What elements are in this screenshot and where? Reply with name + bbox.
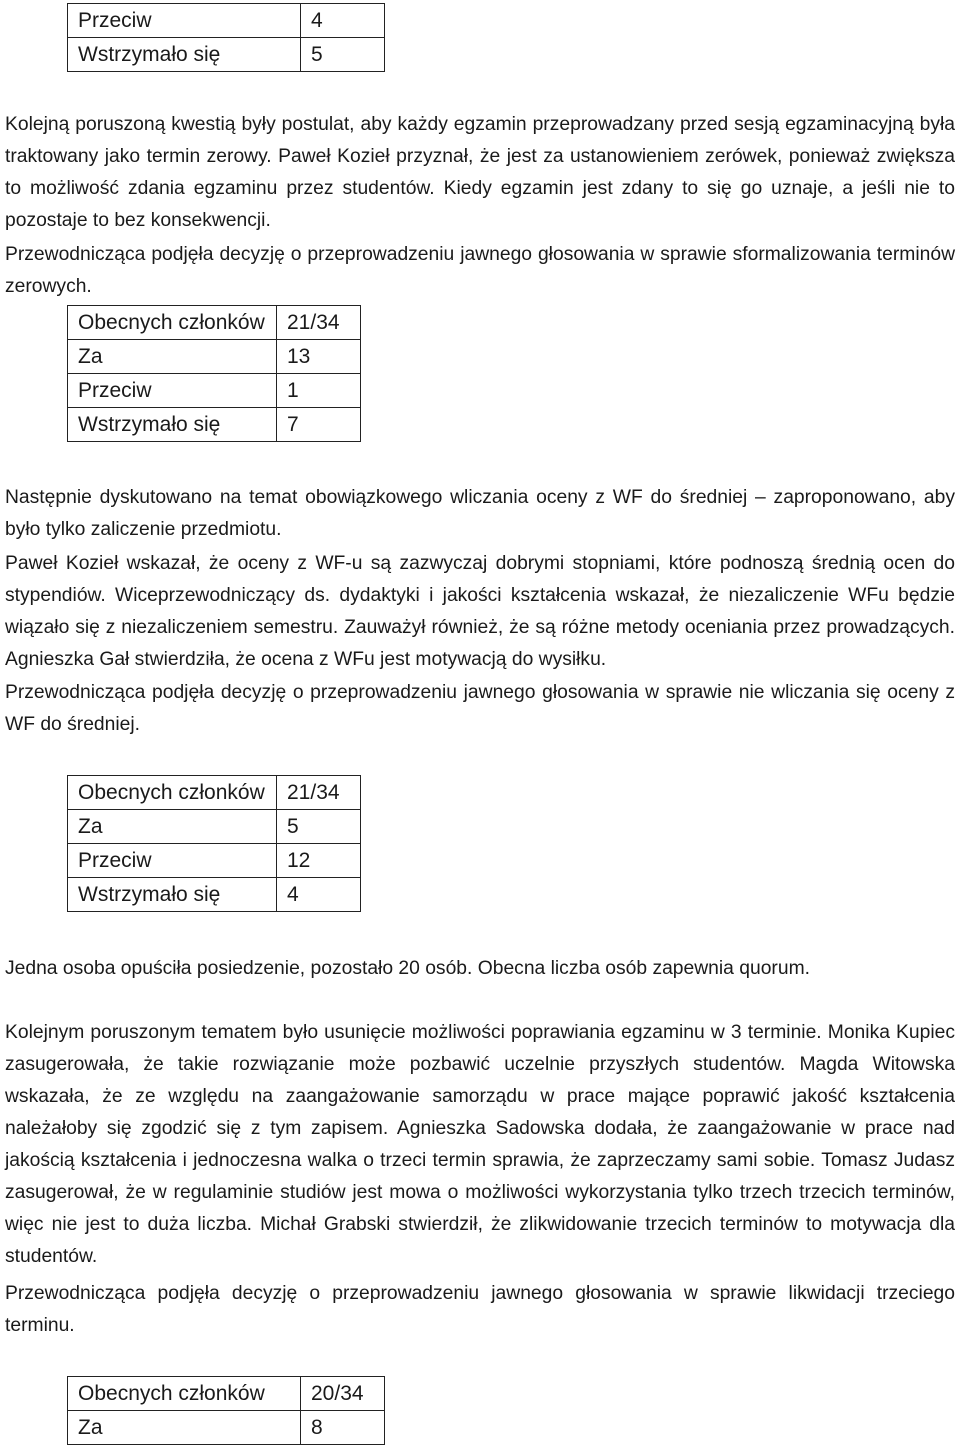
table-row: [68, 844, 361, 878]
paragraph-third-term-vote-decision: Przewodnicząca podjęła decyzję o przeprowadzeniu jawnego głosowania w sprawie likwidacji trzeciego terminu.: [5, 1283, 955, 1336]
table-row: [68, 374, 361, 408]
vote-value: 20/34: [301, 1377, 385, 1411]
vote-label: Przeciw: [68, 4, 301, 38]
table-row: [68, 776, 361, 810]
vote-value: 21/34: [277, 306, 361, 340]
paragraph-pe-grade-vote-decision: Przewodnicząca podjęła decyzję o przeprowadzeniu jawnego głosowania w sprawie nie wliczania się oceny z WF do średniej.: [5, 682, 955, 735]
vote-value: 5: [277, 810, 361, 844]
paragraph-zero-terms-vote-decision: Przewodnicząca podjęła decyzję o przeprowadzeniu jawnego głosowania w sprawie sformalizowania terminów zerowych.: [5, 244, 955, 297]
vote-value: 8: [301, 1411, 385, 1445]
vote-value: 13: [277, 340, 361, 374]
vote-value: 1: [277, 374, 361, 408]
table-row: [68, 340, 361, 374]
vote-table-d: [67, 1376, 385, 1445]
vote-table-b: [67, 305, 361, 442]
table-row: [68, 306, 361, 340]
table-row: [68, 810, 361, 844]
vote-label: Wstrzymało się: [68, 408, 277, 442]
table-row: [68, 1377, 385, 1411]
vote-table-a: [67, 3, 385, 72]
paragraph-pe-grade-discussion: Następnie dyskutowano na temat obowiązkowego wliczania oceny z WF do średniej – zaproponowano, aby było tylko zaliczenie przedmiotu.: [5, 487, 955, 540]
vote-value: 21/34: [277, 776, 361, 810]
table-row: [68, 4, 385, 38]
vote-value: 5: [301, 38, 385, 72]
paragraph-third-term-discussion: Kolejnym poruszonym tematem było usunięcie możliwości poprawiania egzaminu w 3 terminie. Monika Kupiec zasugerowała, że takie rozwiązanie może pozbawić uczelnie przyszłych studentów. Magda Witowska wskazała, że ze względu na zaangażowanie samorządu w prace mające poprawić jakość kształcenia należałoby się zgodzić się z tym zapisem. Agnieszka Sadowska dodała, że zaangażowanie w prace nad jakością kształcenia i jednoczesna walka o trzeci termin sprawia, że zaprzeczamy sami sobie. Tomasz Judasz zasugerował, że w regulaminie studiów jest mowa o możliwości wykorzystania tylko trzech trzecich terminów, więc nie jest to duża liczba. Michał Grabski stwierdził, że zlikwidowanie trzecich terminów to motywacja dla studentów.: [5, 1022, 955, 1267]
table-row: [68, 38, 385, 72]
paragraph-zero-terms-discussion: Kolejną poruszoną kwestią były postulat, aby każdy egzamin przeprowadzany przed sesją egzaminacyjną była traktowany jako termin zerowy. Paweł Kozieł przyznał, że jest za ustanowieniem zerówek, ponieważ zwiększa to możliwość zdania egzaminu przez studentów. Kiedy egzamin jest zdany to się go uznaje, a jeśli nie to pozostaje to bez konsekwencji.: [5, 114, 955, 231]
table-row: [68, 1411, 385, 1445]
vote-label: Obecnych członków: [68, 1377, 301, 1411]
table-row: [68, 408, 361, 442]
vote-label: Wstrzymało się: [68, 878, 277, 912]
table-row: [68, 878, 361, 912]
vote-label: Przeciw: [68, 374, 277, 408]
vote-value: 7: [277, 408, 361, 442]
vote-table-c: [67, 775, 361, 912]
vote-label: Wstrzymało się: [68, 38, 301, 72]
vote-label: Za: [68, 810, 277, 844]
vote-value: 4: [301, 4, 385, 38]
vote-label: Za: [68, 340, 277, 374]
vote-value: 4: [277, 878, 361, 912]
vote-label: Obecnych członków: [68, 306, 277, 340]
vote-label: Za: [68, 1411, 301, 1445]
vote-label: Obecnych członków: [68, 776, 277, 810]
paragraph-quorum-note: Jedna osoba opuściła posiedzenie, pozostało 20 osób. Obecna liczba osób zapewnia quorum.: [5, 958, 810, 979]
vote-label: Przeciw: [68, 844, 277, 878]
vote-value: 12: [277, 844, 361, 878]
paragraph-pe-grade-arguments: Paweł Kozieł wskazał, że oceny z WF-u są zazwyczaj dobrymi stopniami, które podnoszą średnią ocen do stypendiów. Wiceprzewodniczący ds. dydaktyki i jakości kształcenia wskazał, że niezaliczenie WFu będzie wiązało się z niezaliczeniem semestru. Zauważył również, że są różne metody oceniania przez prowadzących. Agnieszka Gał stwierdziła, że ocena z WFu jest motywacją do wysiłku.: [5, 553, 955, 670]
